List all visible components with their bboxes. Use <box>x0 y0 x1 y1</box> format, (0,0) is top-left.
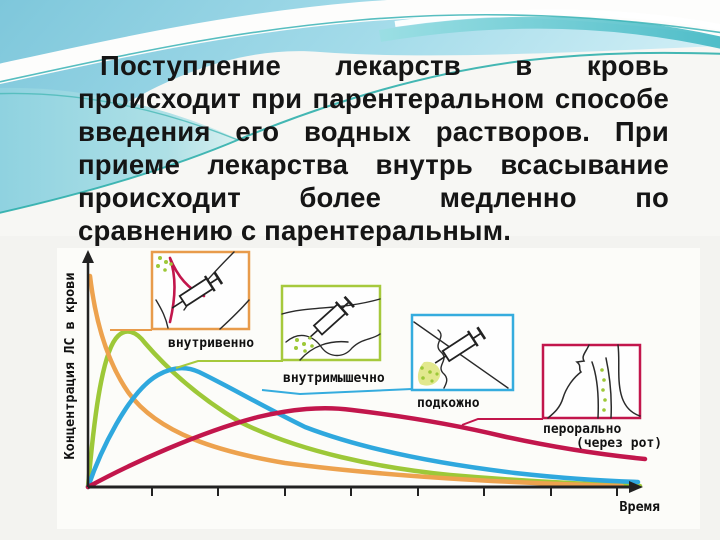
method-label-intramuscular: внутримышечно <box>283 371 385 386</box>
callout-intramuscular <box>176 361 283 368</box>
callout-subcutaneous <box>262 389 412 394</box>
inset-oral-frame <box>543 345 640 418</box>
pharmacokinetics-chart <box>57 248 700 529</box>
paragraph-line: приеме лекарства внутрь всасывание <box>78 149 669 180</box>
method-label-subcutaneous: подкожно <box>417 396 480 411</box>
inset-subcutaneous <box>412 315 513 411</box>
inset-intramuscular <box>282 286 385 386</box>
paragraph-line: Поступление лекарств в кровь <box>100 50 669 81</box>
slide-paragraph <box>78 49 669 247</box>
y-axis-label: Концентрация ЛС в крови <box>62 272 78 460</box>
inset-intravenous <box>152 252 254 351</box>
chart-canvas <box>57 248 700 529</box>
callout-oral <box>462 419 543 425</box>
method-label-intravenous: внутривенно <box>168 336 255 351</box>
paragraph-line: происходит более медленно по <box>78 182 669 213</box>
method-label-oral: перорально <box>543 422 622 437</box>
y-axis-arrow <box>82 250 94 263</box>
paragraph-line: происходит при парентеральном способе <box>78 83 669 114</box>
method-sublabel-oral: (через рот) <box>576 436 663 451</box>
paragraph-line: сравнению с парентеральным. <box>78 215 512 246</box>
x-axis-label: Время <box>619 499 660 515</box>
inset-oral <box>543 345 662 451</box>
paragraph-line: введения его водных растворов. При <box>78 116 669 147</box>
